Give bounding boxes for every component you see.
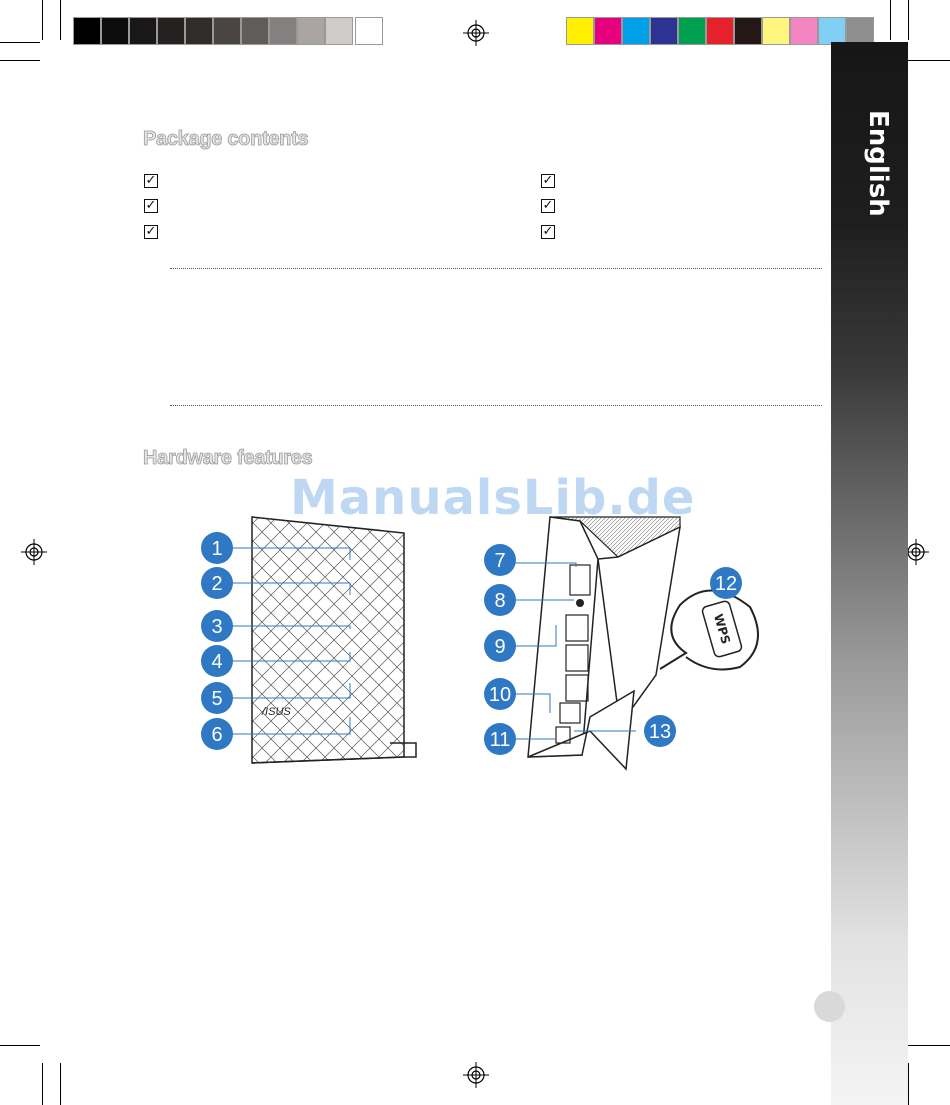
crop-mark bbox=[890, 0, 891, 40]
crop-mark bbox=[0, 42, 40, 43]
crop-mark bbox=[0, 60, 40, 61]
color-swatch bbox=[622, 17, 650, 45]
color-swatch bbox=[297, 17, 325, 45]
color-swatch bbox=[846, 17, 874, 45]
checkbox-icon: ✓ bbox=[542, 198, 554, 213]
registration-target-icon bbox=[463, 20, 489, 46]
crop-mark bbox=[60, 1063, 61, 1105]
registration-target-icon bbox=[463, 1062, 489, 1088]
callout-number: 3 bbox=[211, 616, 223, 638]
color-swatch bbox=[566, 17, 594, 45]
crop-mark bbox=[42, 1063, 43, 1105]
checkbox-icon: ✓ bbox=[145, 224, 157, 239]
color-swatch bbox=[790, 17, 818, 45]
callout-number: 11 bbox=[489, 729, 511, 751]
color-swatch bbox=[185, 17, 213, 45]
registration-target-icon bbox=[21, 539, 47, 565]
color-swatch bbox=[818, 17, 846, 45]
crop-mark bbox=[908, 60, 950, 61]
callout-number: 10 bbox=[488, 684, 512, 706]
callout-number: 8 bbox=[494, 590, 506, 612]
sidebar-language-label: English bbox=[863, 110, 893, 217]
router-front-view bbox=[232, 517, 416, 763]
router-back-view bbox=[515, 517, 758, 769]
checkbox-icon: ✓ bbox=[542, 173, 554, 188]
color-swatch bbox=[650, 17, 678, 45]
asus-logo: /ISUS bbox=[262, 706, 291, 718]
wps-button-label: WPS bbox=[711, 612, 733, 646]
callout-number: 12 bbox=[714, 573, 738, 595]
color-swatch bbox=[734, 17, 762, 45]
color-swatch bbox=[325, 17, 353, 45]
note-divider bbox=[170, 268, 822, 269]
callout-number: 4 bbox=[211, 651, 223, 673]
section-title-package-contents: Package contents bbox=[143, 128, 309, 150]
color-swatch bbox=[269, 17, 297, 45]
watermark-text: ManualsLib.de bbox=[290, 470, 696, 526]
section-title-hardware-features: Hardware features bbox=[143, 447, 313, 469]
color-swatch bbox=[762, 17, 790, 45]
color-swatch bbox=[594, 17, 622, 45]
crop-mark bbox=[0, 1045, 40, 1046]
color-swatch bbox=[73, 17, 101, 45]
callout-number: 6 bbox=[211, 724, 223, 746]
crop-mark bbox=[60, 0, 61, 40]
crop-mark bbox=[42, 0, 43, 40]
color-swatch bbox=[213, 17, 241, 45]
color-swatch bbox=[706, 17, 734, 45]
crop-mark bbox=[908, 0, 909, 40]
color-swatch bbox=[101, 17, 129, 45]
page-number-circle bbox=[814, 991, 845, 1022]
color-swatch bbox=[157, 17, 185, 45]
crop-mark bbox=[908, 1063, 909, 1105]
checkbox-icon: ✓ bbox=[145, 198, 157, 213]
router-illustration bbox=[190, 505, 780, 795]
callout-number: 2 bbox=[211, 573, 223, 595]
color-swatch bbox=[241, 17, 269, 45]
note-divider bbox=[170, 405, 822, 406]
callout-number: 7 bbox=[494, 550, 506, 572]
crop-mark bbox=[908, 1045, 950, 1046]
color-swatch bbox=[355, 17, 383, 45]
callout-number: 9 bbox=[494, 636, 506, 658]
callout-number: 1 bbox=[211, 538, 223, 560]
checkbox-icon: ✓ bbox=[542, 224, 554, 239]
callout-number: 13 bbox=[648, 721, 672, 743]
checkbox-icon: ✓ bbox=[145, 173, 157, 188]
callout-number: 5 bbox=[211, 688, 223, 710]
color-swatch bbox=[129, 17, 157, 45]
color-swatch bbox=[678, 17, 706, 45]
